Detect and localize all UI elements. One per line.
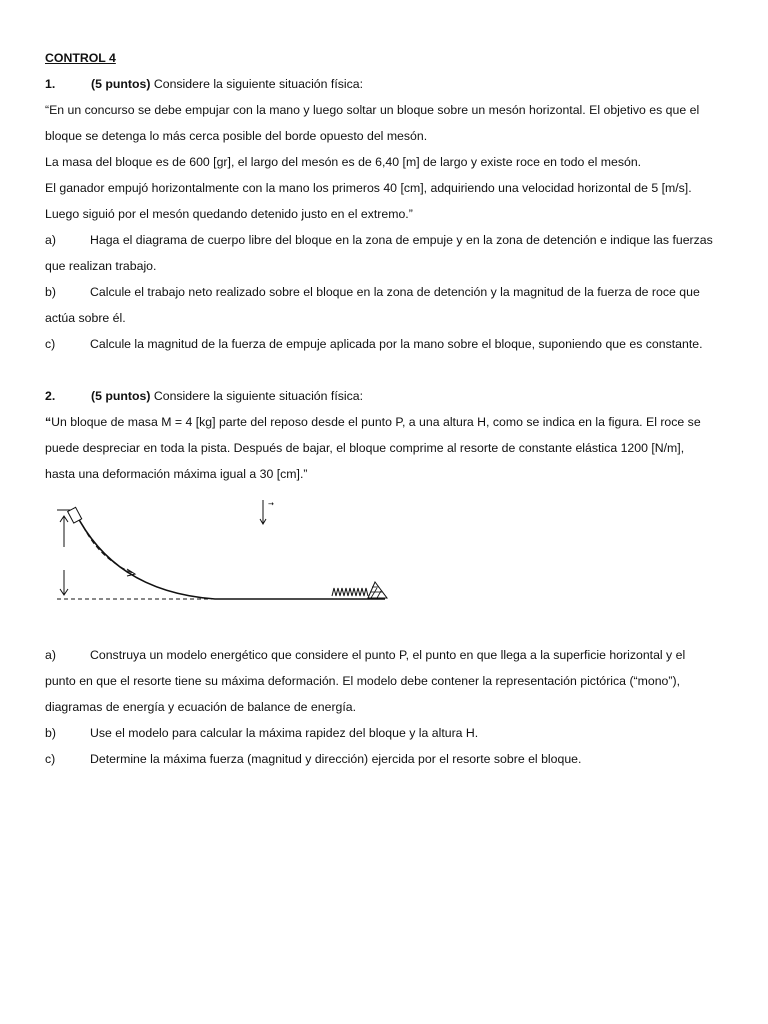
q2-line-1: [45, 409, 715, 435]
q2-intro: Considere la siguiente situación física:: [150, 389, 364, 403]
q1-item-b: [45, 279, 715, 305]
motion-arrow-dashed: [83, 526, 135, 574]
q2-item-a-cont2: diagramas de energía y ecuación de balance de energía.: [45, 700, 357, 714]
q1-line-3: La masa del bloque es de 600 [gr], el largo del mesón es de 6,40 [m] de largo y existe roce en todo el mesón.: [45, 155, 642, 169]
track-curve: [75, 512, 385, 599]
q2-item-b-text: Use el modelo para calcular la máxima rapidez del bloque y la altura H.: [90, 726, 479, 740]
q1-points: (5 puntos): [91, 77, 151, 91]
q2-line-2: puede despreciar en toda la pista. Después de bajar, el bloque comprime al resorte de constante elástica 1200 [N/m],: [45, 441, 685, 455]
document-page: [45, 45, 715, 487]
q2-line-3: hasta una deformación máxima igual a 30 [cm].”: [45, 467, 308, 481]
q1-line-1: “En un concurso se debe empujar con la mano y luego soltar un bloque sobre un mesón horizontal. El objetivo es que el: [45, 103, 700, 117]
q1-item-a-label: a): [45, 233, 56, 247]
q1-intro: Considere la siguiente situación física:: [150, 77, 364, 91]
q2-quote-open: “: [45, 415, 52, 429]
q1-number: 1.: [45, 77, 56, 91]
q1-item-a-cont: que realizan trabajo.: [45, 259, 157, 273]
q1-item-b-cont: actúa sobre él.: [45, 311, 126, 325]
q1-item-b-text: Calcule el trabajo neto realizado sobre el bloque en la zona de detención y la magnitud de la fuerza de roce que: [90, 285, 700, 299]
q1-item-b-label: b): [45, 285, 56, 299]
q1-item-c: [45, 331, 715, 357]
q1-item-c-label: c): [45, 337, 56, 351]
q1-line-2: bloque se detenga lo más cerca posible del borde opuesto del mesón.: [45, 129, 428, 143]
spacer: [45, 357, 715, 383]
q2-item-c-label: c): [45, 752, 56, 766]
q1-line-5: Luego siguió por el mesón quedando detenido justo en el extremo.”: [45, 207, 413, 221]
spring: [332, 588, 368, 596]
q2-items: [45, 642, 715, 772]
q2-number: 2.: [45, 389, 56, 403]
q2-item-a-label: a): [45, 648, 56, 662]
q2-line-1-text: Un bloque de masa M = 4 [kg] parte del reposo desde el punto P, a una altura H, como se indica en la figura. El roce se: [51, 415, 701, 429]
q1-item-a-text: Haga el diagrama de cuerpo libre del bloque en la zona de empuje y en la zona de detención e indique las fuerzas: [90, 233, 713, 247]
q1-item-a: [45, 227, 715, 253]
q2-item-a-text: Construya un modelo energético que considere el punto P, el punto en que llega a la superficie horizontal y el: [90, 648, 686, 662]
q1-item-c-text: Calcule la magnitud de la fuerza de empuje aplicada por la mano sobre el bloque, suponiendo que es constante.: [90, 337, 703, 351]
spring-wall: [368, 582, 387, 598]
q2-item-c: [45, 746, 715, 772]
q2-points: (5 puntos): [91, 389, 151, 403]
q2-item-c-text: Determine la máxima fuerza (magnitud y dirección) ejercida por el resorte sobre el bloque.: [90, 752, 582, 766]
document-title: CONTROL 4: [45, 51, 116, 65]
figure-svg: [45, 492, 395, 612]
q1-header: [45, 71, 715, 97]
q2-header: [45, 383, 715, 409]
q1-line-4: El ganador empujó horizontalmente con la mano los primeros 40 [cm], adquiriendo una velocidad horizontal de 5 [m/s].: [45, 181, 692, 195]
figure-glyph: →: [268, 500, 274, 508]
q2-item-a-cont: punto en que el resorte tiene su máxima deformación. El modelo debe contener la representación pictórica (“mono”),: [45, 674, 680, 688]
q2-item-b-label: b): [45, 726, 56, 740]
q2-item-a: [45, 642, 715, 668]
q2-item-b: [45, 720, 715, 746]
ramp-spring-figure: [45, 492, 395, 612]
